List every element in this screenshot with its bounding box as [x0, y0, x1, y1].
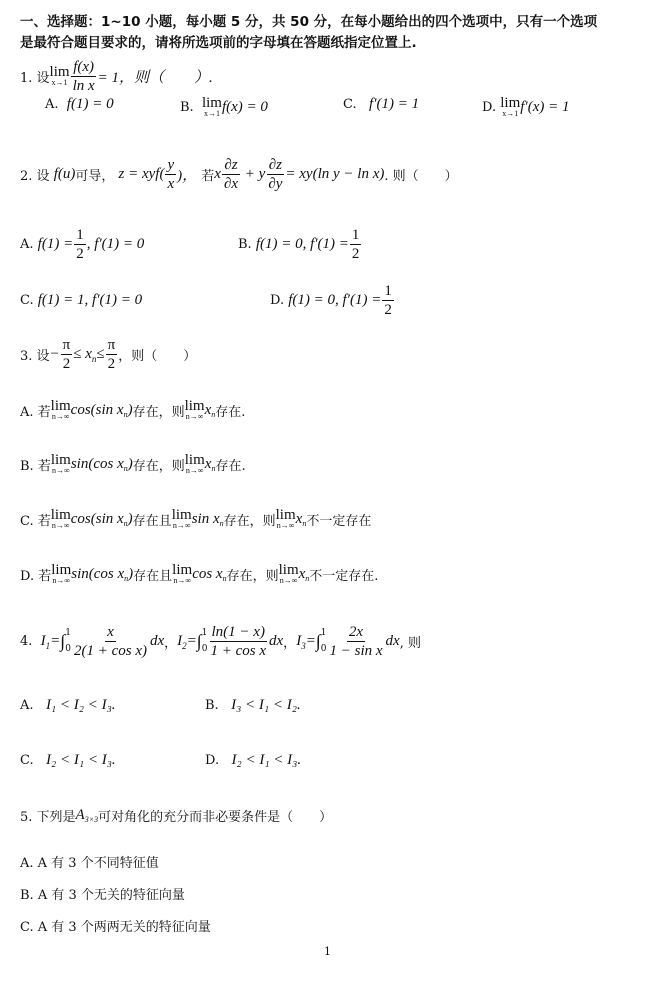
q4-hi-1: 1 — [65, 628, 71, 638]
q3-option-c-label: C. 若 — [20, 513, 51, 529]
q4-dx-1: dx — [149, 632, 165, 649]
q4-hi-3: 1 — [320, 628, 327, 638]
q3-mid: ≤ x — [73, 345, 92, 362]
q1-option-b-expr: f(x) = 0 — [221, 98, 268, 115]
q5-option-a: A. A 有 3 个不同特征值 — [20, 856, 159, 871]
question-3 — [20, 332, 196, 376]
q3-c-lim-2 — [172, 508, 192, 530]
q3-a-lim-sub-1: n→∞ — [51, 412, 70, 421]
q2-option-c-label: C. — [20, 292, 34, 308]
q2-prefix: 2. 设 — [20, 168, 50, 184]
q3-c-sub-n-1: n — [123, 518, 128, 528]
q2-option-a-label: A. — [20, 236, 34, 252]
q1-option-c-expr: f′(1) = 1 — [369, 96, 420, 112]
q2-z-expr: z = xyf( — [118, 165, 165, 182]
section-header-line1: 一、选择题：1~10 小题，每小题 5 分，共 50 分，在每小题给出的四个选项中，只有一个选项 — [20, 14, 598, 30]
q3-b-lim-sub-1: n→∞ — [51, 466, 70, 475]
q2-dz-num-1: ∂z — [224, 156, 238, 173]
q3-d-lim-1 — [51, 563, 71, 585]
q4-option-b-label: B. — [205, 698, 219, 713]
q5-prefix: 5. 下列是 — [20, 810, 76, 825]
q2-dz-num-2: ∂z — [268, 156, 282, 173]
q4-frac-3 — [327, 623, 384, 660]
q4-dx-3: dx — [385, 632, 400, 649]
q3-b-lim-text-2: lim — [184, 452, 205, 468]
q3-d-func: sin(cos x — [71, 565, 125, 582]
q3-d-lim-3 — [279, 563, 299, 585]
q3-d-close: ) — [128, 565, 134, 582]
q4-option-d-label: D. — [205, 753, 220, 768]
q1-option-c-label: C. — [343, 97, 357, 112]
q3-c-lim-sub-3: n→∞ — [276, 521, 295, 530]
q1-numerator: f(x) — [73, 58, 95, 75]
q2-dx: ∂x — [223, 175, 239, 192]
q2-fu: f(u) — [53, 165, 76, 182]
q3-a-sub-n-1: n — [123, 409, 128, 419]
q4-option-b — [205, 697, 301, 714]
q4-option-d-expr: I₂ < I₁ < I₃. — [231, 752, 302, 768]
question-5 — [20, 806, 332, 825]
q5-matrix: A — [75, 807, 85, 823]
q1-option-d-label: D. — [482, 99, 497, 115]
q3-c-sub-n-3: n — [302, 518, 307, 528]
q5-option-b: B. A 有 3 个无关的特征向量 — [20, 888, 185, 903]
q3-minus: − — [49, 345, 60, 362]
q4-num-2: ln(1 − x) — [211, 623, 265, 640]
q2-option-b-label: B. — [238, 236, 252, 252]
q1-option-d-limit-sub: x→1 — [502, 109, 519, 118]
q4-num-3: 2x — [348, 623, 364, 640]
q1-option-d-expr: f′(x) = 1 — [520, 98, 570, 115]
q2-option-a-den: 2 — [76, 245, 84, 262]
q3-a-sub-n-2: n — [211, 409, 216, 419]
q3-tail: ，则（ ） — [118, 348, 197, 364]
q4-den-1: 2(1 + cos x) — [73, 642, 147, 659]
q2-option-c-expr: f(1) = 1, f′(1) = 0 — [37, 291, 143, 308]
q4-i3: I — [296, 632, 302, 649]
q3-b-func: sin(cos x — [70, 455, 124, 472]
q3-c-lim-sub-1: n→∞ — [51, 521, 70, 530]
q3-b-sub-n-1: n — [123, 463, 128, 473]
q4-den-2: 1 + cos x — [210, 642, 266, 659]
q1-eq: = 1，则（ ）. — [97, 69, 213, 86]
q1-option-d-limit: lim x→1 — [500, 95, 521, 118]
q4-eq-3: = — [305, 632, 316, 649]
q3-c-close: ) — [127, 510, 133, 527]
q3-two-2: 2 — [107, 355, 116, 372]
q3-option-a — [20, 396, 245, 424]
q1-option-d — [482, 96, 569, 118]
q3-d-exists-and: 存在且 — [133, 568, 173, 584]
q3-a-lim-sub-2: n→∞ — [185, 412, 204, 421]
section-header-line2: 是最符合题目要求的，请将所选项前的字母填在答题纸指定位置上. — [20, 35, 417, 51]
q5-option-c: C. A 有 3 个两两无关的特征向量 — [20, 920, 211, 935]
q2-text3: . 则（ ） — [384, 168, 458, 184]
q4-bounds-1 — [65, 625, 71, 657]
q1-option-a-expr: f(1) = 0 — [66, 96, 114, 112]
q3-option-b — [20, 450, 246, 478]
q3-b-sub-n-2: n — [211, 463, 216, 473]
q3-sub-n: n — [91, 354, 97, 364]
question-1 — [20, 56, 213, 96]
q3-d-lim-sub-2: n→∞ — [173, 576, 192, 585]
q4-integral-2: ∫ — [196, 630, 202, 651]
q2-dz-dx — [222, 156, 240, 193]
q3-neg-pi-over-2 — [61, 336, 73, 373]
q3-c-lim-text-2: lim — [171, 507, 192, 523]
q3-c-not-nec: 不一定存在 — [306, 513, 372, 529]
q4-integral-3: ∫ — [315, 630, 321, 651]
q2-y-over-x — [165, 156, 176, 193]
q3-option-a-label: A. 若 — [20, 404, 51, 420]
q3-a-lim-text-1: lim — [50, 398, 71, 414]
q4-frac-2 — [208, 623, 268, 660]
q3-pi-2: π — [107, 336, 116, 353]
q3-d-lim-text-2: lim — [172, 562, 193, 578]
q3-c-lim-text-3: lim — [275, 507, 296, 523]
q3-d-sub-n-2: n — [222, 573, 227, 583]
q3-d-mid: cos x — [192, 565, 223, 582]
q2-option-d-den: 2 — [384, 301, 392, 318]
q1-fraction — [71, 58, 97, 95]
q5-tail: 可对角化的充分而非必要条件是（ ） — [98, 810, 333, 825]
q2-y: y — [167, 156, 175, 173]
q3-b-lim-2 — [185, 453, 205, 475]
q3-a-exists: 存在，则 — [132, 404, 185, 420]
q3-pi-1: π — [62, 336, 71, 353]
q3-a-lim-text-2: lim — [184, 398, 205, 414]
q1-limit: lim x→1 — [49, 64, 70, 87]
q4-dx-2: dx — [269, 632, 284, 649]
q2-x-coef: x — [214, 165, 221, 182]
q3-le: ≤ — [96, 345, 105, 362]
q3-option-c — [20, 505, 371, 533]
q3-c-exists-and: 存在且 — [132, 513, 172, 529]
q3-prefix: 3. 设 — [20, 348, 50, 364]
question-4 — [20, 617, 421, 665]
q3-b-lim-sub-2: n→∞ — [185, 466, 204, 475]
q2-text1: 可导， — [75, 168, 115, 184]
q1-denominator: ln x — [72, 77, 95, 94]
q5-matrix-sub: 3×3 — [84, 815, 99, 824]
q4-eq-1: = — [50, 632, 61, 649]
q3-d-lim-2 — [172, 563, 192, 585]
q3-b-exist-end: 存在. — [215, 458, 246, 474]
q2-option-a-num: 1 — [76, 226, 84, 243]
q3-d-lim-sub-1: n→∞ — [52, 576, 71, 585]
q3-c-xn: x — [295, 510, 303, 527]
q3-c-func: cos(sin x — [70, 510, 124, 527]
q1-option-b-label: B. — [180, 99, 194, 115]
q3-d-xn: x — [298, 565, 306, 582]
q4-lo-1: 0 — [65, 644, 71, 654]
q1-prefix: 1. 设 — [20, 70, 50, 86]
q4-i3-sub: 3 — [301, 641, 306, 651]
q4-lo-2: 0 — [201, 644, 208, 654]
q2-option-b-den: 2 — [351, 245, 360, 262]
q1-option-b — [180, 96, 268, 118]
q3-a-xn: x — [204, 401, 212, 418]
q4-eq-2: = — [186, 632, 197, 649]
q3-a-exist-end: 存在. — [215, 404, 246, 420]
q2-option-d-frac — [382, 282, 394, 319]
q4-integral-1: ∫ — [60, 630, 66, 651]
q2-dy: ∂y — [268, 175, 283, 192]
q4-den-3: 1 − sin x — [329, 642, 383, 659]
q4-option-a-label: A. — [20, 698, 34, 713]
q1-option-b-limit: lim x→1 — [201, 95, 222, 118]
q3-d-not-nec: 不一定存在. — [309, 568, 379, 584]
q3-c-lim-text-1: lim — [50, 507, 71, 523]
q4-i2-sub: 2 — [182, 641, 187, 651]
q2-rhs: = xy(ln y − ln x) — [285, 165, 385, 182]
q3-b-lim-text-1: lim — [50, 452, 71, 468]
q3-a-lim-2 — [185, 399, 205, 421]
q1-option-b-limit-sub: x→1 — [203, 109, 220, 118]
q4-lo-3: 0 — [320, 644, 327, 654]
q1-option-c — [343, 96, 419, 113]
q1-limit-sub: x→1 — [51, 78, 68, 87]
q4-then: , 则 — [399, 635, 421, 651]
q2-option-d — [270, 278, 395, 322]
q3-a-lim-1 — [51, 399, 71, 421]
q3-two-1: 2 — [62, 355, 71, 372]
q3-c-sub-n-2: n — [219, 518, 224, 528]
q3-c-mid: sin x — [191, 510, 220, 527]
q2-option-a-post: , f′(1) = 0 — [86, 235, 145, 252]
q3-a-func: cos(sin x — [70, 401, 124, 418]
q4-i1: I — [40, 632, 46, 649]
q2-option-b-num: 1 — [351, 226, 360, 243]
q4-option-c-expr: I₂ < I₁ < I₃. — [46, 752, 116, 768]
q3-option-b-label: B. 若 — [20, 458, 51, 474]
q2-text2: 若 — [201, 168, 215, 184]
q3-d-lim-text-3: lim — [278, 562, 299, 578]
q3-d-lim-text-1: lim — [51, 562, 72, 578]
q3-b-xn: x — [204, 455, 212, 472]
q4-option-a — [20, 697, 116, 714]
q2-option-c — [20, 288, 142, 312]
question-2: 2. 设 f(u) 可导， z = xyf( $\frac{y}{x}$ )， 若 x $\frac{\partial z}{\partial x}$ + y $\frac{\partial z}{\partial y}$ = xy(ln y − ln x) . 则（ ） — [20, 156, 458, 192]
q4-comma-2: ， — [283, 635, 297, 651]
q3-option-d — [20, 560, 378, 588]
q2-option-a — [20, 222, 144, 266]
q4-prefix: 4. — [20, 633, 33, 649]
q4-comma-1: ， — [164, 635, 178, 651]
q2-y-coef: y — [258, 165, 266, 182]
q3-option-d-label: D. 若 — [20, 568, 52, 584]
q3-d-sub-n-1: n — [124, 573, 129, 583]
q4-option-b-expr: I₃ < I₁ < I₂. — [231, 697, 301, 713]
q4-option-c-label: C. — [20, 753, 34, 768]
q2-option-b — [238, 222, 362, 266]
q3-c-exists: 存在，则 — [223, 513, 276, 529]
q2-option-b-pre: f(1) = 0, f′(1) = — [255, 235, 349, 252]
q2-dz-dy — [266, 156, 284, 193]
q3-d-lim-sub-3: n→∞ — [279, 576, 298, 585]
q2-option-b-frac — [350, 226, 362, 263]
q4-bounds-2 — [202, 625, 208, 657]
q2-option-a-frac — [74, 226, 86, 263]
q3-c-lim-1 — [51, 508, 71, 530]
q2-x: x — [167, 175, 175, 192]
q1-option-a-label: A. — [45, 97, 59, 112]
q4-frac-1 — [72, 623, 149, 660]
q4-i2: I — [177, 632, 183, 649]
q4-option-a-expr: I₁ < I₂ < I₃. — [45, 697, 116, 713]
q3-b-close: ) — [127, 455, 133, 472]
q4-option-d — [205, 752, 301, 769]
q4-num-1: x — [107, 623, 114, 640]
q2-close: )， — [177, 167, 198, 184]
page-number: 1 — [324, 945, 331, 958]
q3-pi-over-2 — [106, 336, 118, 373]
q4-option-c — [20, 752, 116, 769]
q1-option-a — [45, 96, 114, 113]
q4-hi-2: 1 — [201, 628, 208, 638]
q2-option-a-pre: f(1) = — [37, 235, 74, 252]
q2-option-d-num: 1 — [384, 282, 392, 299]
q4-i1-sub: 1 — [45, 641, 51, 651]
q2-option-d-label: D. — [270, 292, 285, 308]
q3-b-exists: 存在，则 — [132, 458, 185, 474]
q3-a-close: ) — [127, 401, 133, 418]
q2-option-d-pre: f(1) = 0, f′(1) = — [288, 291, 382, 308]
q3-d-exists: 存在，则 — [226, 568, 279, 584]
q3-c-lim-sub-2: n→∞ — [172, 521, 191, 530]
q4-bounds-3 — [321, 625, 327, 657]
q3-d-sub-n-3: n — [305, 573, 310, 583]
q3-b-lim-1 — [51, 453, 71, 475]
q3-c-lim-3 — [276, 508, 296, 530]
